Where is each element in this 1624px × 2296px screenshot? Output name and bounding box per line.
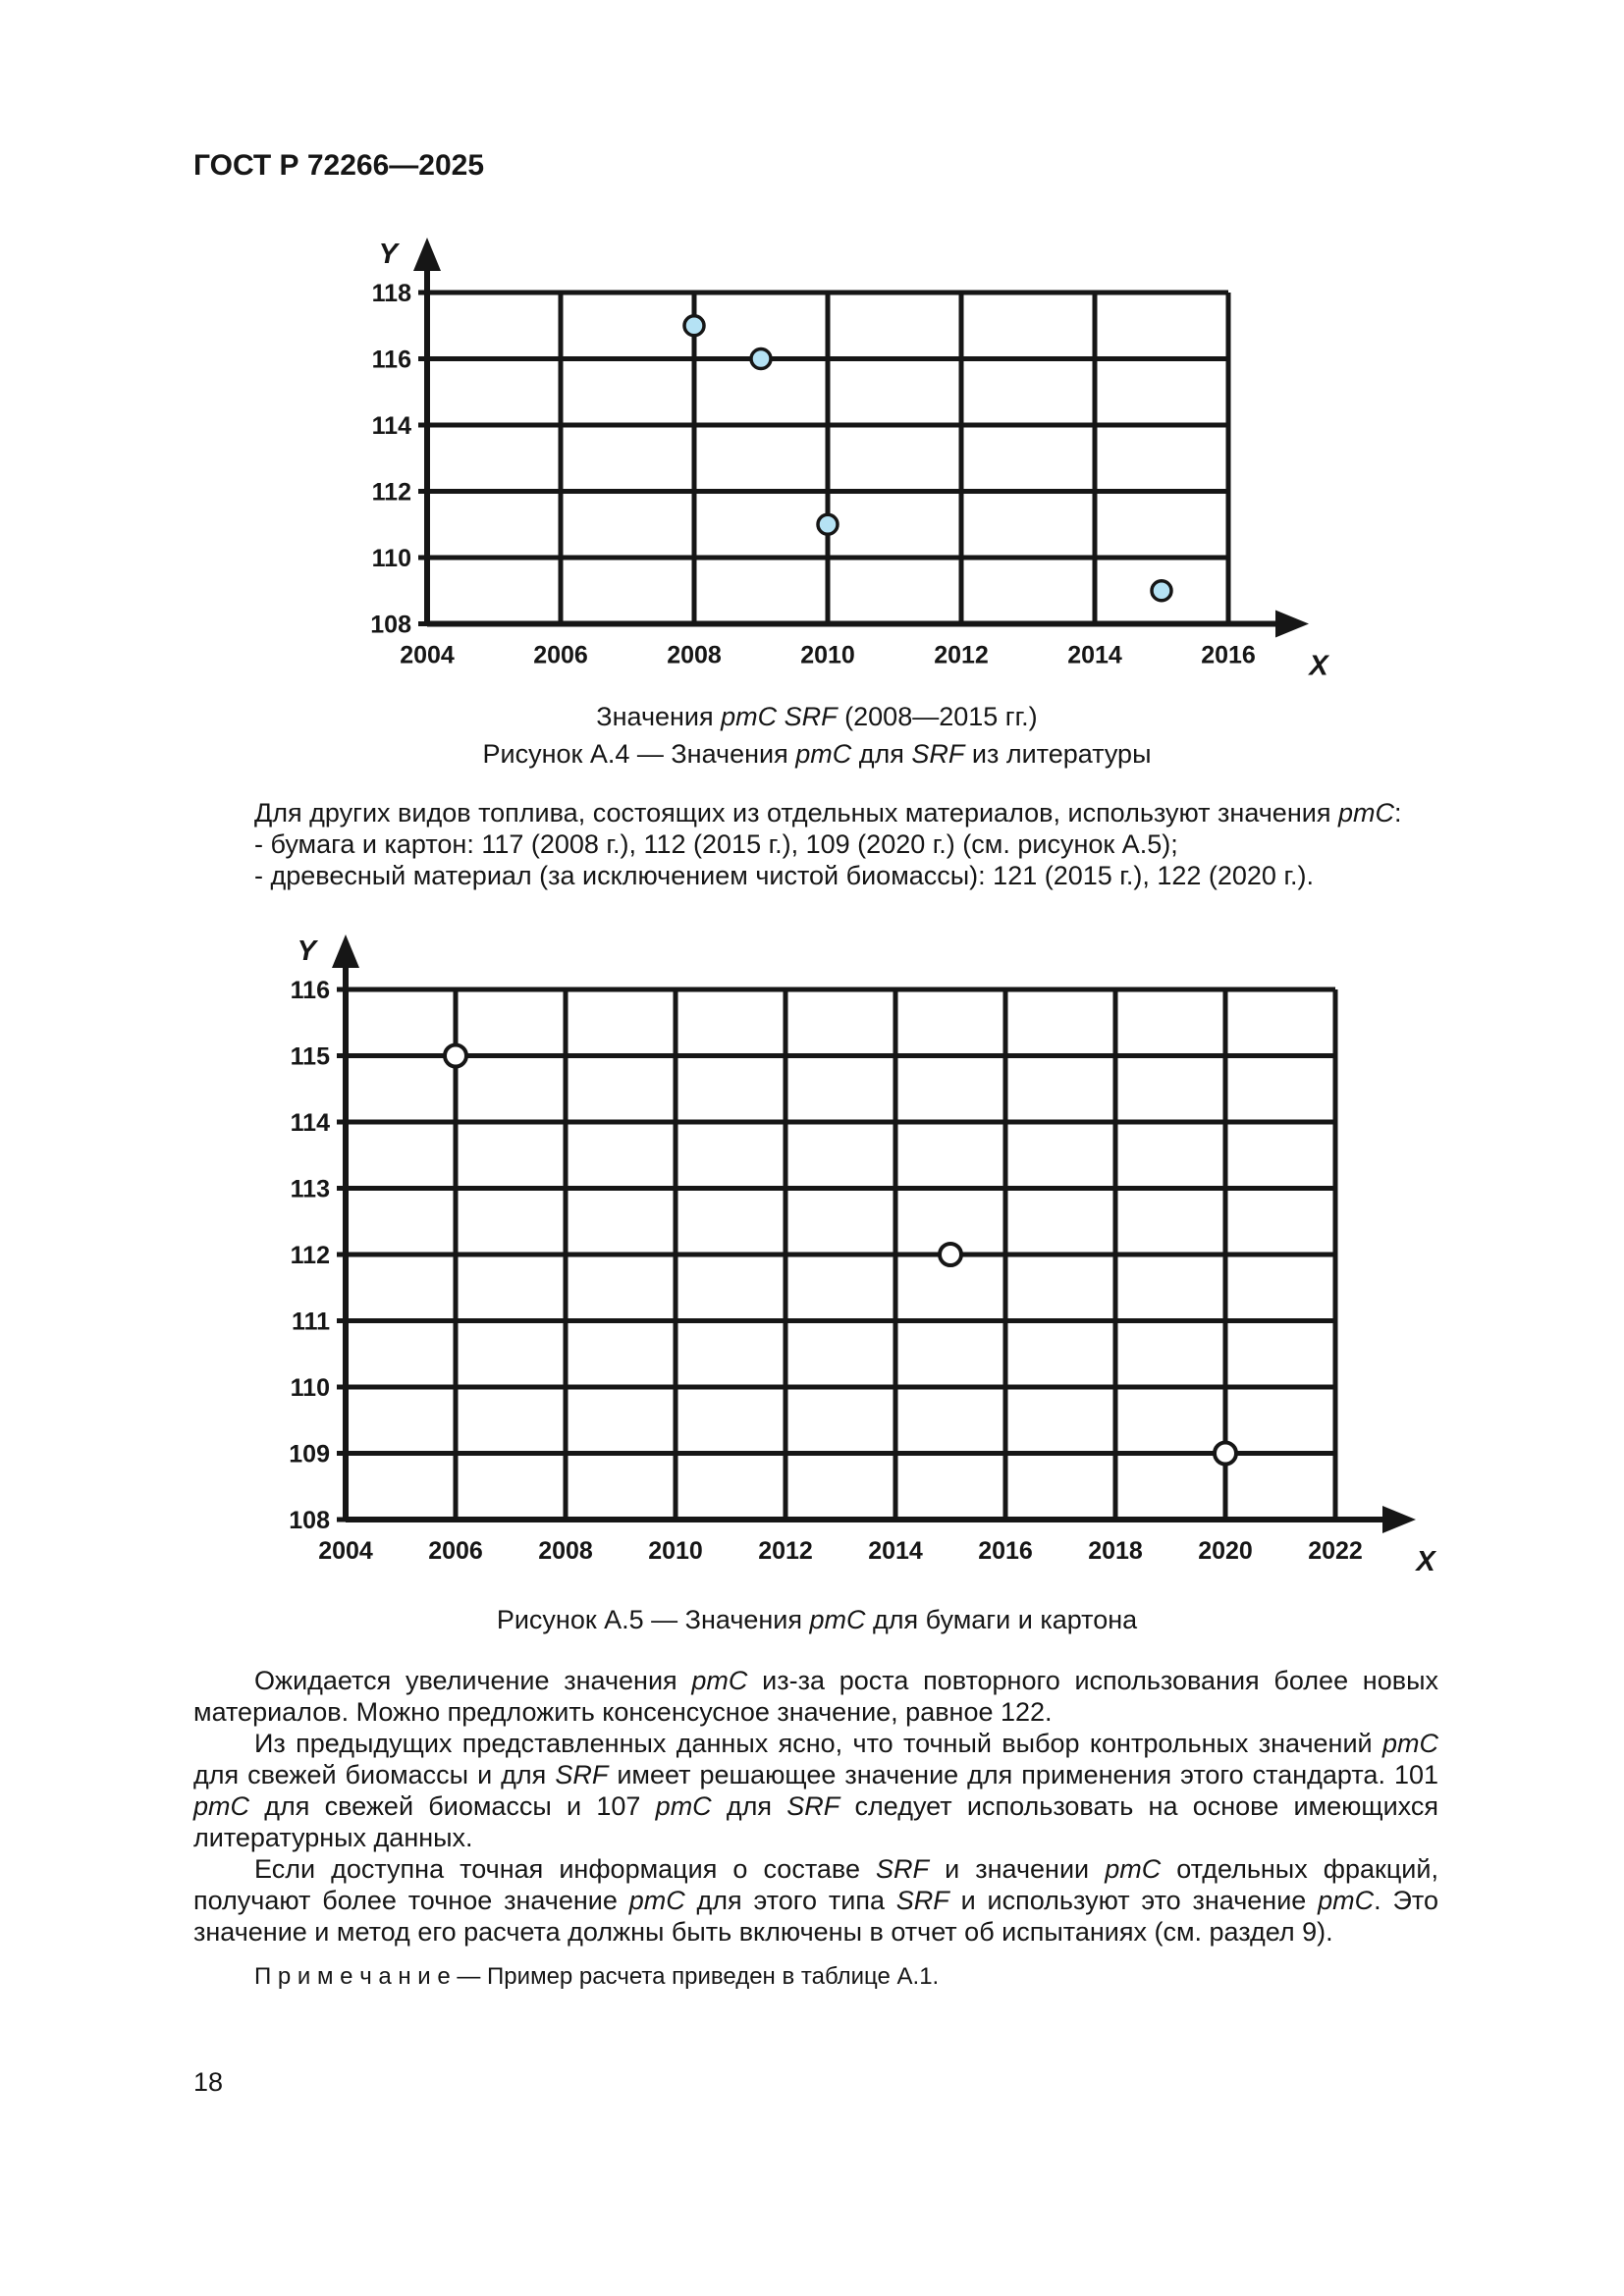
fuel-values-paragraph <box>193 797 1438 891</box>
y-tick-label: 114 <box>371 412 411 440</box>
figure-a5-scatter-chart <box>216 903 1492 1590</box>
y-tick-label: 116 <box>290 977 330 1004</box>
body-text-block <box>193 1665 1438 1993</box>
x-axis-arrowhead-icon <box>1382 1506 1416 1533</box>
data-point <box>684 316 704 336</box>
y-tick-label: 115 <box>290 1042 330 1071</box>
list-item-paper-cardboard: - бумага и картон: 117 (2008 г.), 112 (2015 г.), 109 (2020 г.) (см. рисунок А.5); <box>254 829 1178 859</box>
y-tick-label: 116 <box>371 346 411 374</box>
y-tick-label: 114 <box>290 1109 330 1137</box>
note-text: П р и м е ч а н и е — Пример расчета приведен в таблице А.1. <box>254 1963 940 1990</box>
figure-a4-caption: Рисунок А.4 — Значения pmC для SRF из литературы <box>482 739 1152 769</box>
y-tick-label: 113 <box>290 1175 330 1203</box>
data-point <box>1152 581 1171 601</box>
x-tick-label: 2020 <box>1198 1537 1253 1565</box>
x-tick-label: 2018 <box>1088 1537 1143 1565</box>
y-axis-label: Y <box>297 935 316 967</box>
x-tick-label: 2008 <box>538 1537 593 1565</box>
y-axis-label: Y <box>378 239 398 270</box>
figure-a4-scatter-chart <box>295 206 1394 697</box>
paragraph-control-values: Из предыдущих представленных данных ясно, что точный выбор контрольных значений pmC для свежей биомассы и для SRF имеет решающее значение для применения этого стандарта. 101 pmC для свежей биомассы и 107 pmC для SRF следует использовать на основе имеющихся литературных данных. <box>193 1729 1438 1852</box>
list-item-wood-material: - древесный материал (за исключением чистой биомассы): 121 (2015 г.), 122 (2020 г.). <box>254 861 1314 890</box>
paragraph-expected-increase: Ожидается увеличение значения pmC из-за роста повторного использования более новых материалов. Можно предложить консенсусное значение, равное 122. <box>193 1666 1438 1727</box>
x-tick-label: 2022 <box>1308 1537 1363 1565</box>
x-tick-label: 2016 <box>1201 641 1256 669</box>
figure-a5-caption: Рисунок А.5 — Значения pmC для бумаги и картона <box>496 1605 1138 1634</box>
y-tick-label: 112 <box>371 478 411 507</box>
x-tick-label: 2010 <box>648 1537 703 1565</box>
x-tick-label: 2010 <box>800 641 855 669</box>
x-tick-label: 2008 <box>667 641 722 669</box>
y-tick-label: 109 <box>289 1440 330 1468</box>
fuel-values-lead: Для других видов топлива, состоящих из отдельных материалов, используют значения pmC: <box>254 798 1402 828</box>
x-tick-label: 2006 <box>428 1537 483 1565</box>
page-number: 18 <box>193 2067 224 2097</box>
data-point <box>940 1244 961 1265</box>
data-point <box>445 1045 466 1067</box>
figure-a4-chart-title: Значения pmC SRF (2008—2015 гг.) <box>596 702 1038 731</box>
x-tick-label: 2016 <box>978 1537 1033 1565</box>
x-tick-label: 2014 <box>1067 641 1122 669</box>
x-tick-label: 2006 <box>533 641 588 669</box>
x-tick-label: 2004 <box>318 1537 373 1565</box>
x-tick-label: 2012 <box>934 641 989 669</box>
document-number-header: ГОСТ Р 72266—2025 <box>193 149 485 182</box>
x-tick-label: 2004 <box>400 641 455 669</box>
x-axis-arrowhead-icon <box>1275 611 1309 638</box>
paragraph-exact-information: Если доступна точная информация о составе SRF и значении pmC отдельных фракций, получают более точное значение pmC для этого типа SRF и используют это значение pmC. Это значение и метод его расчета должны быть включены в отчет об испытаниях (см. раздел 9). <box>193 1854 1438 1947</box>
data-point <box>751 349 771 369</box>
y-tick-label: 108 <box>289 1507 330 1534</box>
y-axis-arrowhead-icon <box>413 238 441 271</box>
y-tick-label: 118 <box>371 280 411 307</box>
data-point <box>1215 1443 1236 1465</box>
x-tick-label: 2014 <box>868 1537 923 1565</box>
x-axis-label: X <box>1416 1546 1435 1577</box>
x-tick-label: 2012 <box>758 1537 813 1565</box>
y-tick-label: 112 <box>290 1242 330 1269</box>
x-axis-label: X <box>1309 650 1328 682</box>
y-tick-label: 111 <box>292 1308 330 1336</box>
y-tick-label: 108 <box>370 611 411 639</box>
y-axis-arrowhead-icon <box>332 934 359 968</box>
y-tick-label: 110 <box>371 545 411 572</box>
data-point <box>818 514 838 534</box>
y-tick-label: 110 <box>290 1374 330 1402</box>
